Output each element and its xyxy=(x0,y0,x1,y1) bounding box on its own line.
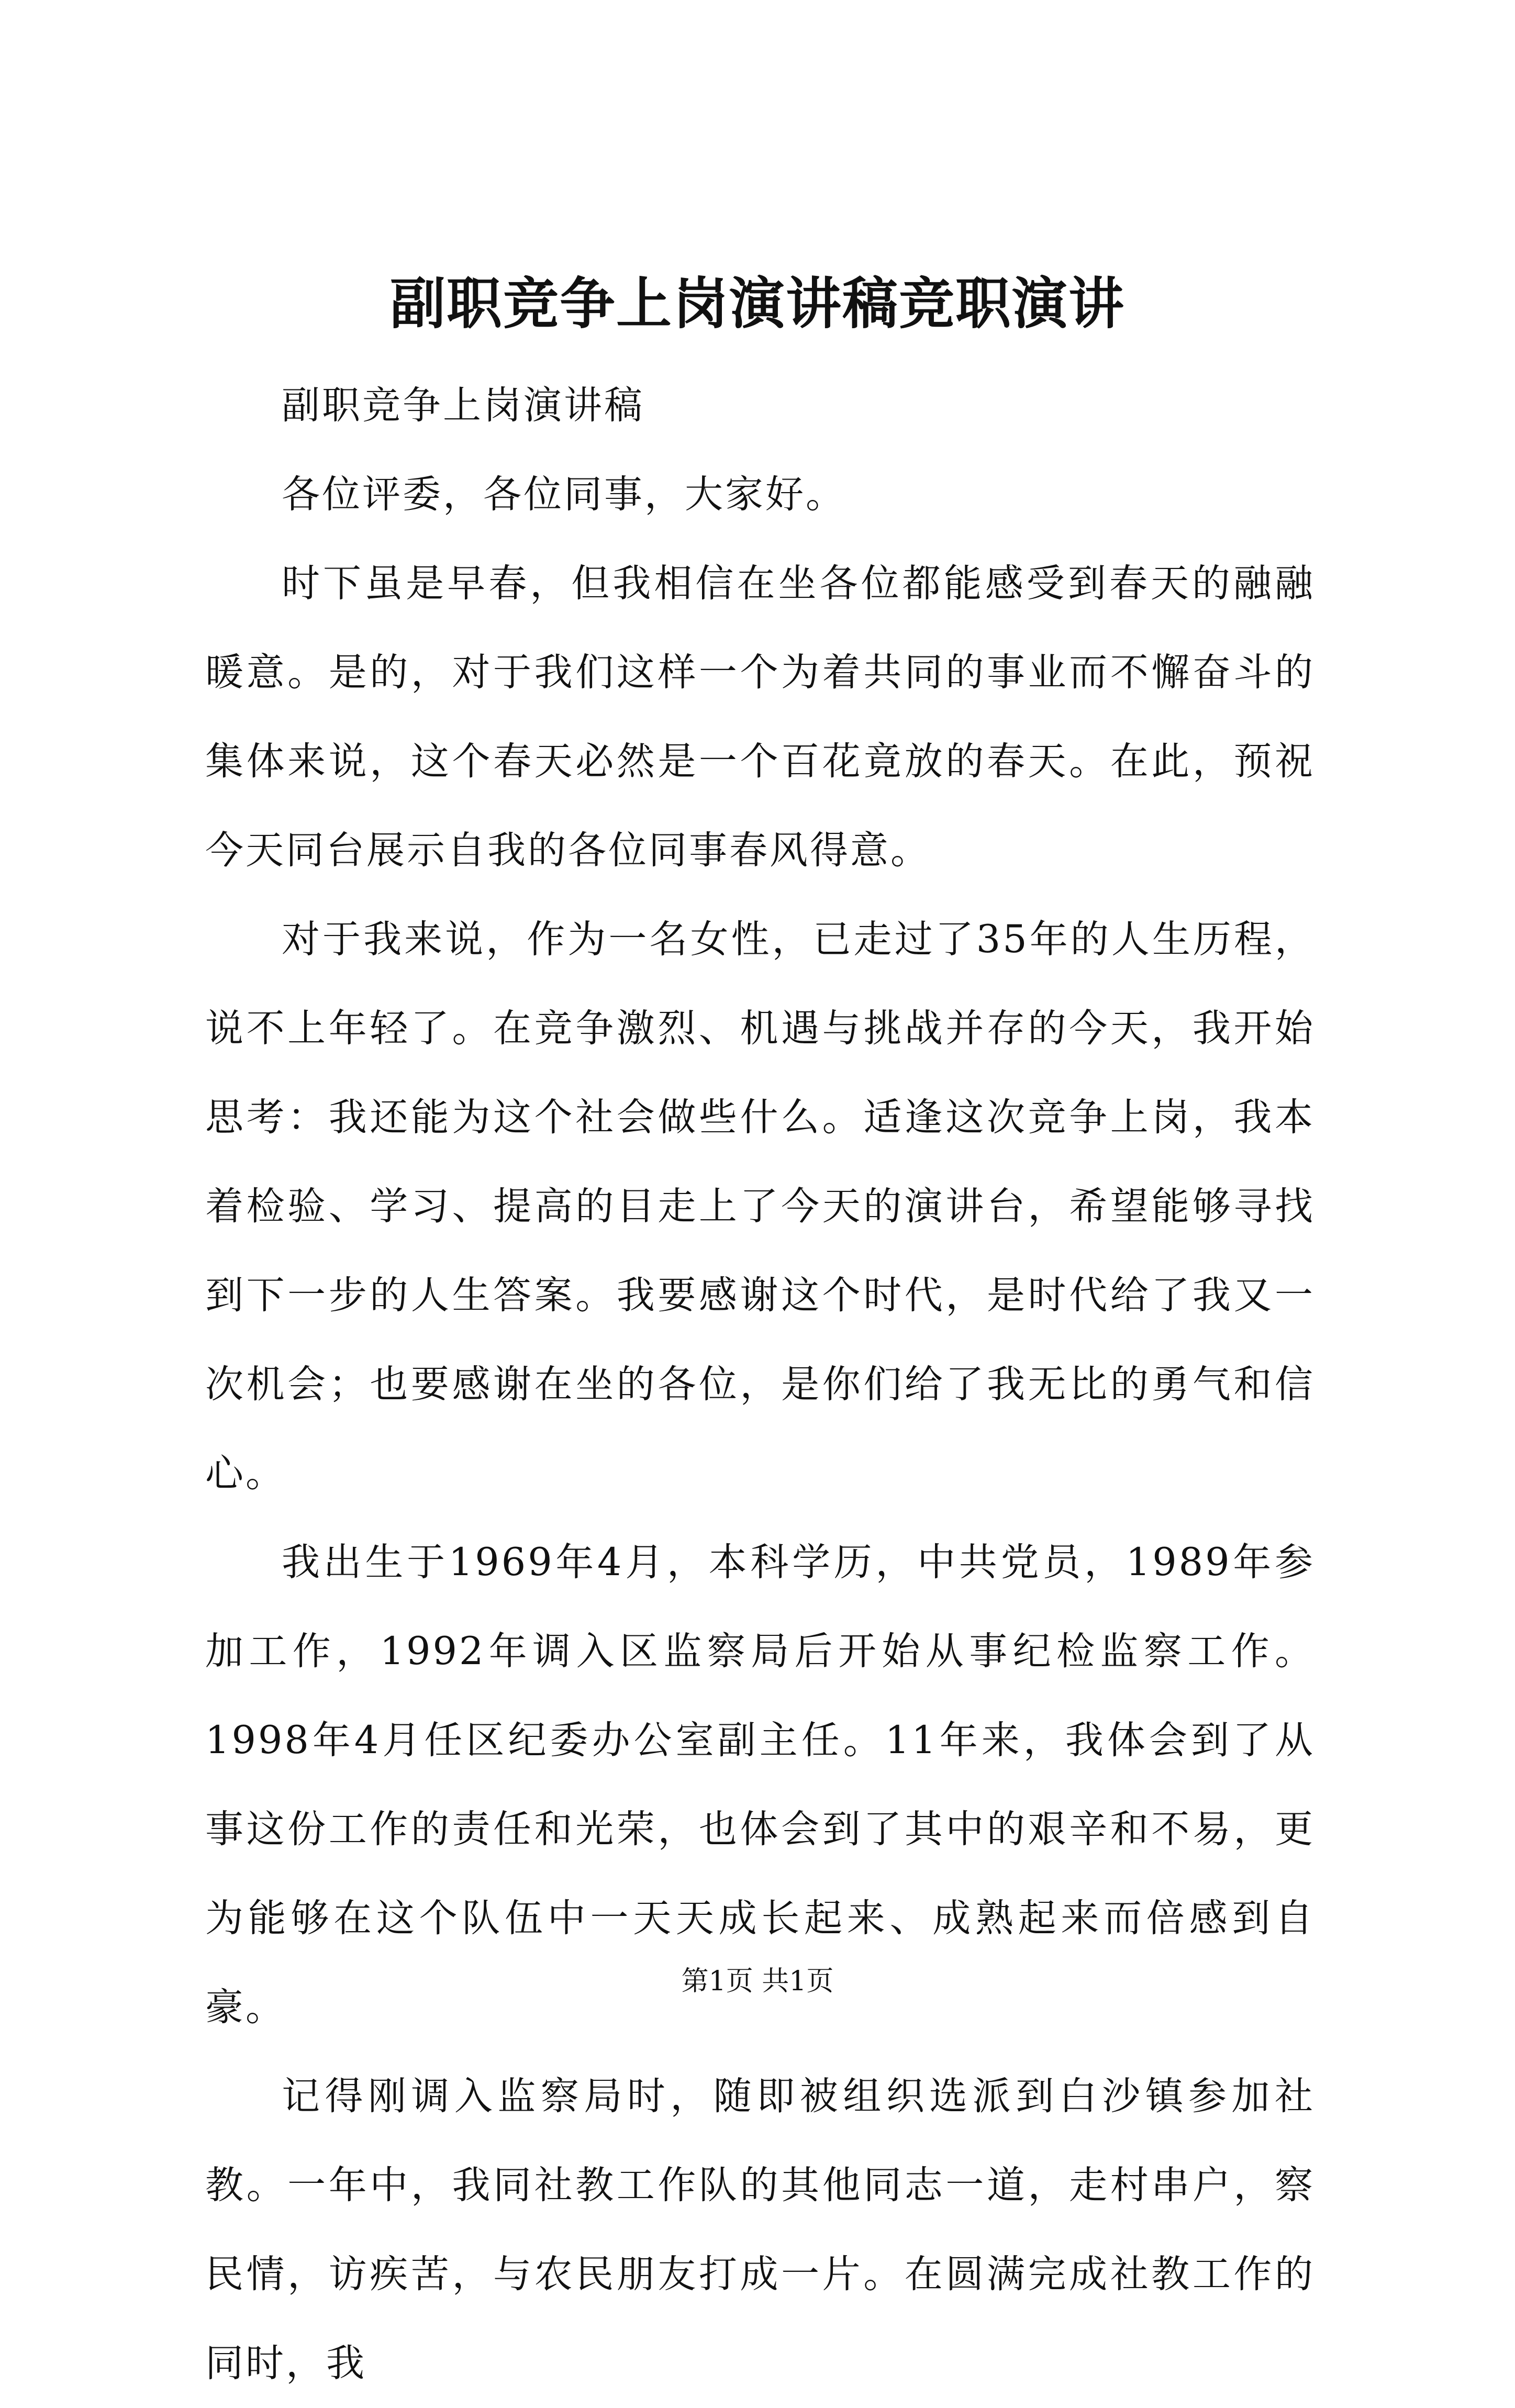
paragraph-greeting: 各位评委，各位同事，大家好。 xyxy=(282,472,846,517)
paragraph-spring: 时下虽是早春，但我相信在坐各位都能感受到春天的融融暖意。是的，对于我们这样一个为着共同的事业而不懈奋斗的集体来说，这个春天必然是一个百花竟放的春天。在此，预祝今天同台展示自我的各位同事春风得意。 xyxy=(205,561,1315,873)
document-title: 副职竞争上岗演讲稿竞职演讲 xyxy=(390,271,1125,336)
paragraph-experience: 记得刚调入监察局时，随即被组织选派到白沙镇参加社教。一年中，我同社教工作队的其他同志一道，走村串户，察民情，访疾苦，与农民朋友打成一片。在圆满完成社教工作的同时，我 xyxy=(205,2074,1315,2385)
page-footer: 第1页 共1页 xyxy=(681,1966,834,1997)
paragraph-motivation: 对于我来说，作为一名女性，已走过了35年的人生历程，说不上年轻了。在竞争激烈、机遇与挑战并存的今天，我开始思考：我还能为这个社会做些什么。适逢这次竞争上岗，我本着检验、学习、提高的目走上了今天的演讲台，希望能够寻找到下一步的人生答案。我要感谢这个时代，是时代给了我又一次机会；也要感谢在坐的各位，是你们给了我无比的勇气和信心。 xyxy=(205,917,1315,1496)
document-body xyxy=(205,361,1315,2408)
paragraph-subtitle: 副职竞争上岗演讲稿 xyxy=(282,383,644,428)
paragraph-background: 我出生于1969年4月，本科学历，中共党员，1989年参加工作，1992年调入区监察局后开始从事纪检监察工作。1998年4月任区纪委办公室副主任。11年来，我体会到了从事这份工作的责任和光荣，也体会到了其中的艰辛和不易，更为能够在这个队伍中一天天成长起来、成熟起来而倍感到自豪。 xyxy=(205,1540,1315,2030)
